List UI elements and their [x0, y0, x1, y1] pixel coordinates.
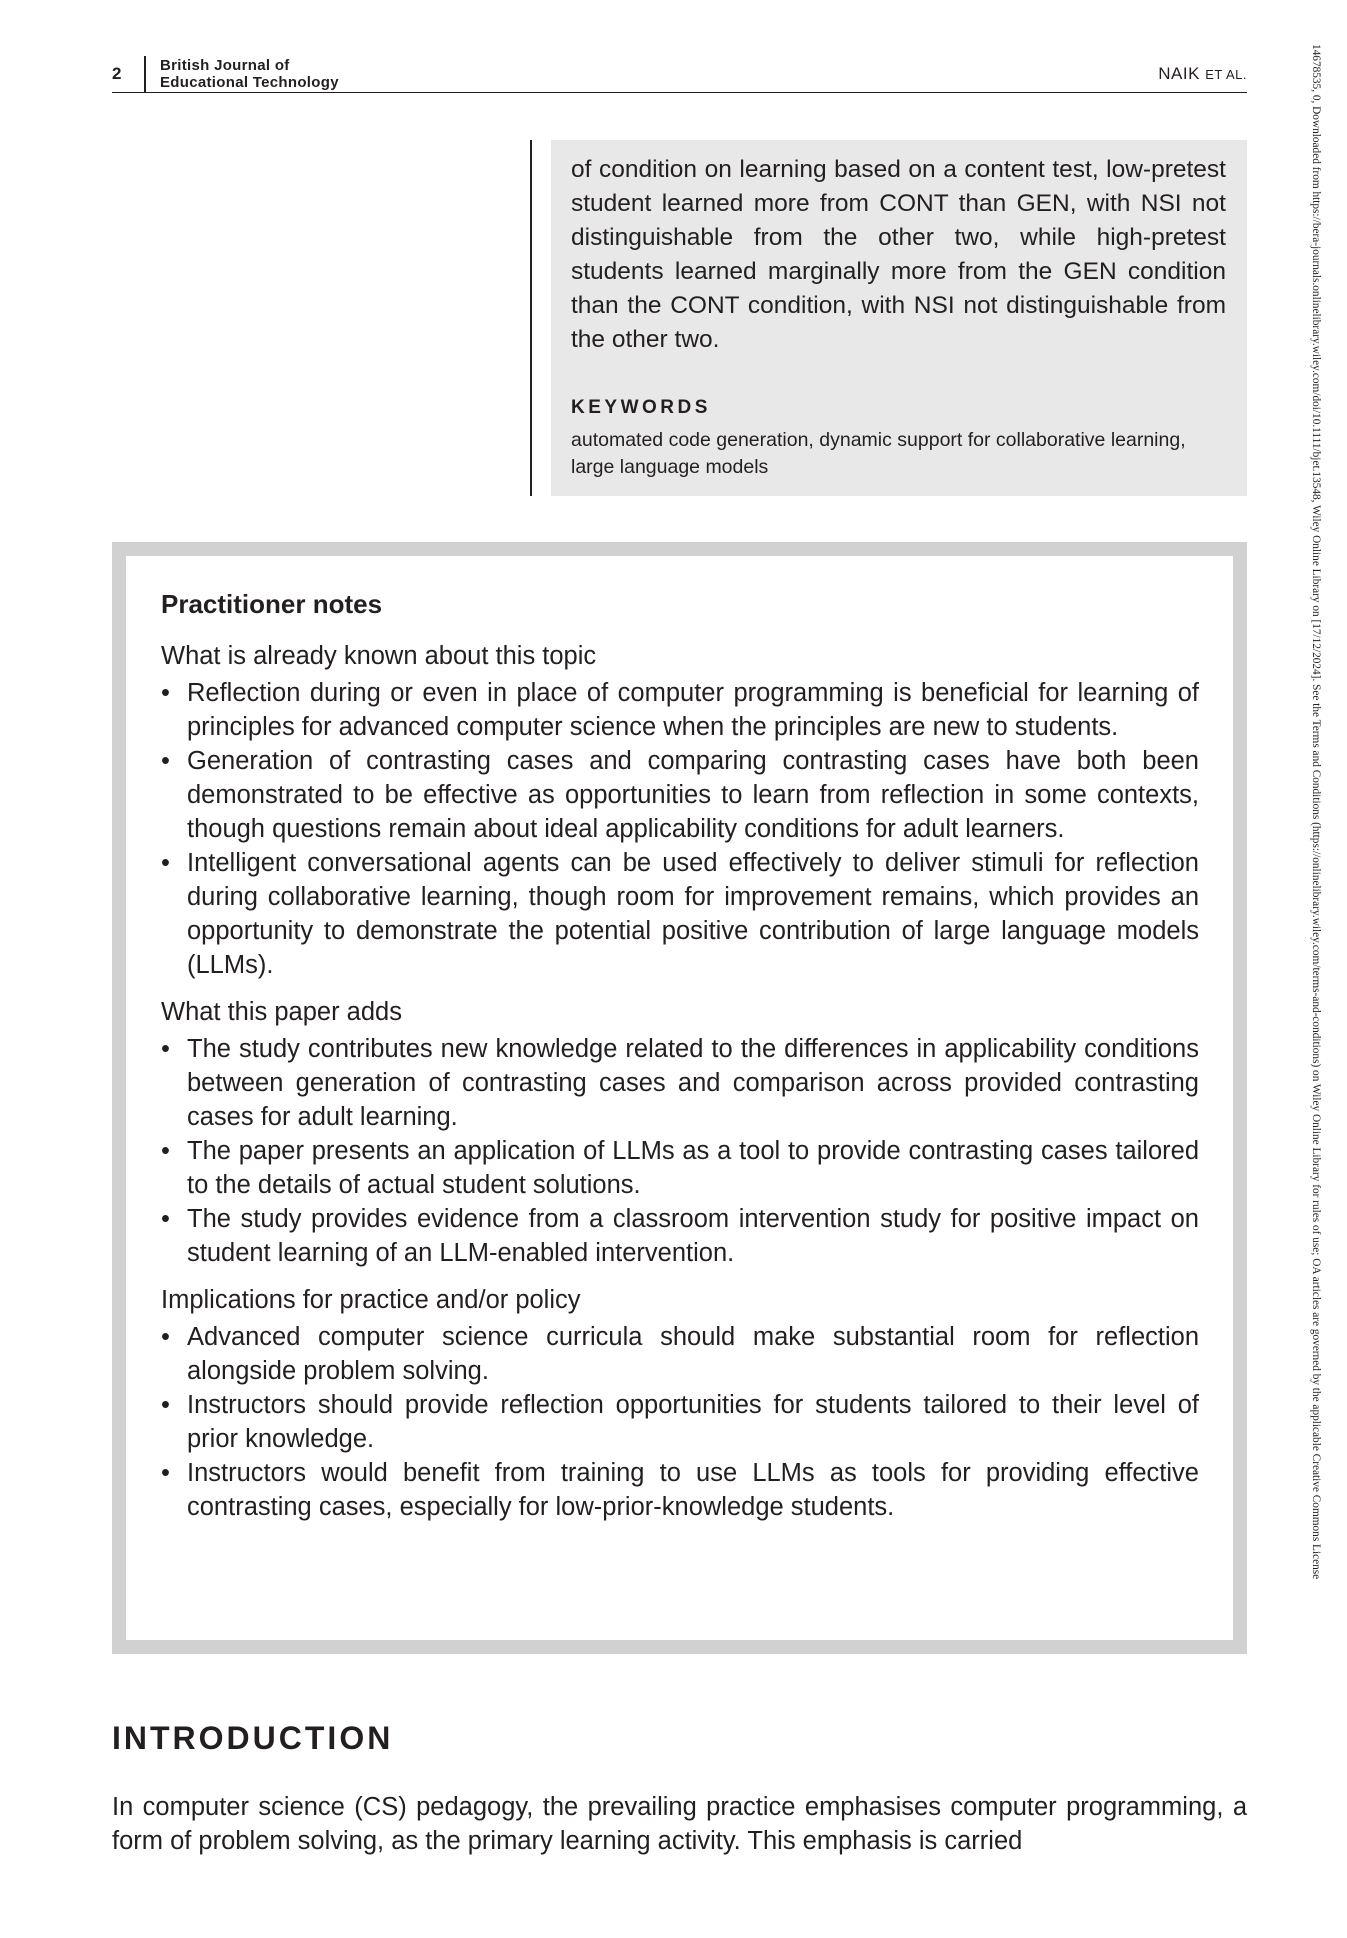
list-item	[161, 1320, 1199, 1388]
abstract-text: of condition on learning based on a content test, low-pretest student learned more from CONT than GEN, with NSI not distinguishable from the other two, while high-pretest students learned marginally more from the GEN condition than the CONT condition, with NSI not distinguishable from the other two.	[571, 156, 1226, 353]
list-item-text: Reflection during or even in place of computer programming is beneficial for learning of principles for advanced computer science when the principles are new to students.	[187, 679, 1199, 741]
header-divider	[144, 56, 146, 92]
list-item	[161, 744, 1199, 846]
list-item	[161, 1388, 1199, 1456]
list-item-text: Generation of contrasting cases and comparing contrasting cases have both been demonstrated to be effective as opportunities to learn from reflection in some contexts, though questions remain about ideal applicability conditions for adult learners.	[187, 747, 1199, 843]
journal-name-line2: Educational Technology	[160, 74, 339, 91]
list-item-text: Intelligent conversational agents can be used effectively to deliver stimuli for reflection during collaborative learning, though room for improvement remains, which provides an opportunity to demonstrate the potential positive contribution of large language models (LLMs).	[187, 849, 1199, 979]
notes-section-heading: Implications for practice and/or policy	[161, 1286, 581, 1314]
practitioner-notes-box	[112, 542, 1247, 1654]
abstract-box	[551, 140, 1247, 496]
list-item	[161, 1032, 1199, 1134]
list-item	[161, 1456, 1199, 1524]
download-license-sidebar: 14678535, 0, Downloaded from https://bera-journals.onlinelibrary.wiley.com/doi/10.1111/bjet.13548, Wiley Online Library on [17/12/2024]. See the Terms and Conditions (https://onlinelibrary.wiley.com/terms-and-conditions) on Wiley Online Library for rules of use; OA articles are governed by the applicable Creative Commons License	[1310, 44, 1322, 1580]
list-item-text: The paper presents an application of LLMs as a tool to provide contrasting cases tailored to the details of actual student solutions.	[187, 1137, 1199, 1199]
bullet-icon: •	[161, 1137, 170, 1165]
list-item-text: Instructors would benefit from training to use LLMs as tools for providing effective contrasting cases, especially for low-prior-knowledge students.	[187, 1459, 1199, 1521]
practitioner-notes-inner	[126, 556, 1233, 1640]
keywords-label: KEYWORDS	[571, 397, 711, 418]
authors-main: NAIK	[1158, 64, 1200, 83]
list-item	[161, 846, 1199, 982]
notes-list	[161, 676, 1199, 982]
journal-name	[160, 57, 339, 91]
authors-suffix: ET AL.	[1205, 67, 1247, 82]
bullet-icon: •	[161, 1035, 170, 1063]
bullet-icon: •	[161, 747, 170, 775]
notes-section-heading: What is already known about this topic	[161, 642, 597, 670]
bullet-icon: •	[161, 1391, 170, 1419]
bullet-icon: •	[161, 849, 170, 877]
bullet-icon: •	[161, 1205, 170, 1233]
abstract-rule	[530, 140, 532, 496]
list-item	[161, 1202, 1199, 1270]
page-header	[112, 56, 1247, 93]
page-number: 2	[112, 64, 122, 83]
bullet-icon: •	[161, 679, 170, 707]
introduction-text: In computer science (CS) pedagogy, the prevailing practice emphasises computer programming, a form of problem solving, as the primary learning activity. This emphasis is carried	[112, 1793, 1247, 1855]
list-item-text: Advanced computer science curricula should make substantial room for reflection alongside problem solving.	[187, 1323, 1199, 1385]
list-item	[161, 1134, 1199, 1202]
bullet-icon: •	[161, 1323, 170, 1351]
list-item-text: Instructors should provide reflection opportunities for students tailored to their level of prior knowledge.	[187, 1391, 1199, 1453]
notes-list	[161, 1320, 1199, 1524]
list-item-text: The study contributes new knowledge related to the differences in applicability conditions between generation of contrasting cases and comparison across provided contrasting cases for adult learning.	[187, 1035, 1199, 1131]
bullet-icon: •	[161, 1459, 170, 1487]
introduction-heading: INTRODUCTION	[112, 1720, 394, 1756]
journal-name-line1: British Journal of	[160, 57, 290, 74]
keywords-text: automated code generation, dynamic support for collaborative learning, large language models	[571, 429, 1186, 478]
list-item	[161, 676, 1199, 744]
notes-list	[161, 1032, 1199, 1270]
practitioner-notes-content	[161, 588, 1199, 1537]
practitioner-notes-title: Practitioner notes	[161, 589, 383, 619]
running-authors	[1158, 64, 1247, 84]
notes-section-heading: What this paper adds	[161, 998, 402, 1026]
list-item-text: The study provides evidence from a classroom intervention study for positive impact on student learning of an LLM-enabled intervention.	[187, 1205, 1199, 1267]
